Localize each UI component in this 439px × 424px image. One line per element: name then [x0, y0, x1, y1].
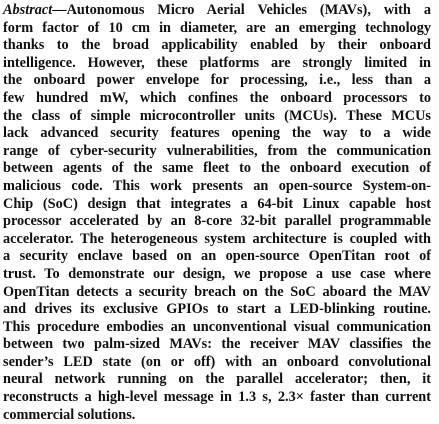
- abstract-line-23: reconstructs a high-level message in 1.3 s, 2.3× faster than current: [3, 389, 431, 406]
- abstract-line-13: processor accelerated by an 8-core 32-bit parallel programmable: [3, 213, 431, 230]
- abstract-line-6: few hundred mW, which confines the onboard processors to: [3, 89, 431, 106]
- abstract-line-21: sender’s LED state (on or off) with an onboard convolutional: [3, 353, 431, 370]
- abstract-line-3: thanks to the broad applicability enabled by their onboard: [3, 37, 431, 54]
- abstract-line-7: the class of simple microcontroller units (MCUs). These MCUs: [3, 107, 431, 124]
- abstract-line-11: malicious code. This work presents an open-source System-on-: [3, 177, 431, 194]
- abstract-line-1: [3, 2, 431, 20]
- abstract-line-14: accelerator. The heterogeneous system architecture is coupled with: [3, 230, 431, 247]
- abstract-line-15: a security enclave based on an open-source OpenTitan root of: [3, 248, 431, 265]
- abstract-line-17: OpenTitan detects a security breach on the SoC aboard the MAV: [3, 283, 431, 300]
- abstract-line-20: between two palm-sized MAVs: the receiver MAV classifies the: [3, 336, 431, 353]
- abstract-paragraph: [3, 2, 431, 424]
- abstract-line-19: This procedure embodies an unconventional visual communication: [3, 318, 431, 335]
- abstract-line-4: intelligence. However, these platforms are strongly limited in: [3, 54, 431, 71]
- abstract-line-22: neural network running on the parallel accelerator; then, it: [3, 371, 431, 388]
- abstract-line-12: Chip (SoC) design that integrates a 64-bit Linux capable host: [3, 195, 431, 212]
- abstract-line-10: between agents of the same fleet to the onboard execution of: [3, 160, 431, 177]
- abstract-line-5: the onboard power envelope for processing, i.e., less than a: [3, 72, 431, 89]
- abstract-line-16: trust. To demonstrate our design, we propose a use case where: [3, 265, 431, 282]
- abstract-heading: Abstract: [3, 2, 53, 18]
- abstract-line-24: commercial solutions.: [3, 406, 136, 423]
- abstract-line-18: and drives its exclusive GPIOs to start a LED-blinking routine.: [3, 301, 431, 318]
- abstract-line-1-text: —Autonomous Micro Aerial Vehicles (MAVs), with a: [52, 2, 431, 18]
- abstract-line-9: range of cyber-security vulnerabilities, from the communication: [3, 142, 431, 159]
- abstract-line-8: lack advanced security features opening the way to a wide: [3, 125, 431, 142]
- abstract-line-2: form factor of 10 cm in diameter, are an emerging technology: [3, 19, 431, 36]
